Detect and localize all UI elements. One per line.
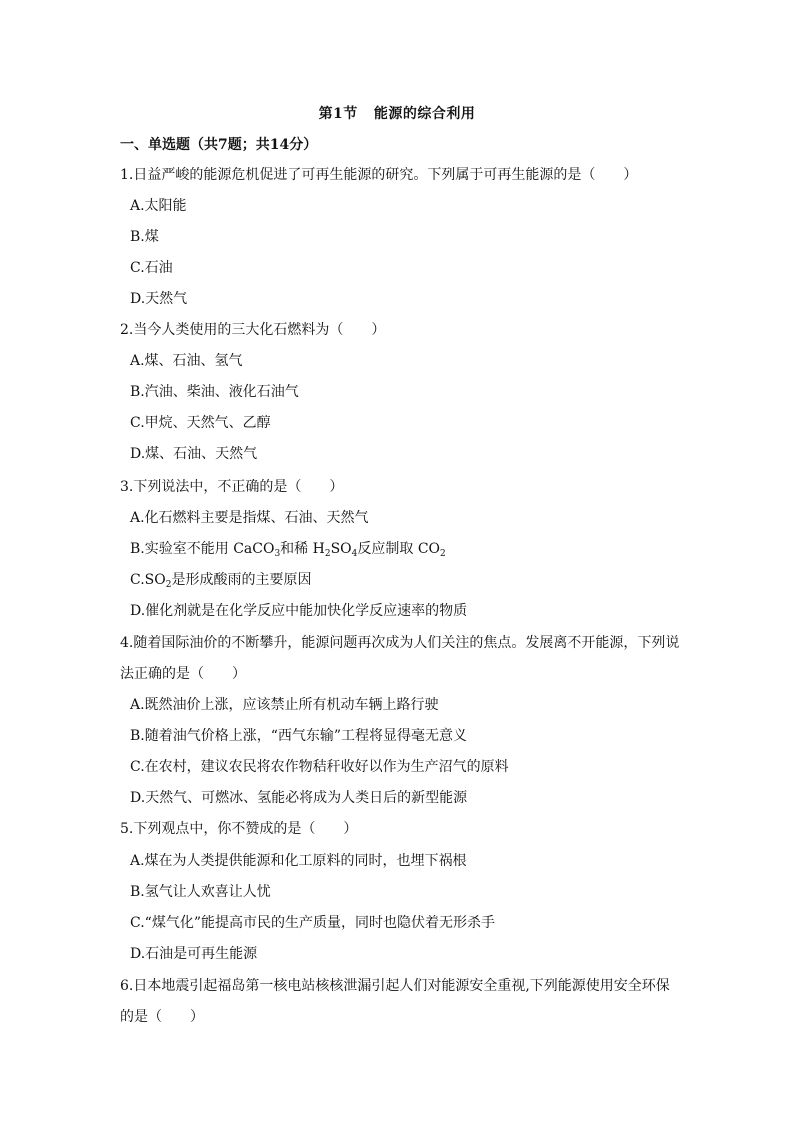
formula-text: 和稀 H <box>280 541 325 557</box>
question-1-option-b: B.煤 <box>130 229 159 245</box>
question-2-option-d: D.煤、石油、天然气 <box>130 446 258 462</box>
question-1-option-d: D.天然气 <box>130 291 188 307</box>
document-title: 第1节 能源的综合利用 <box>318 106 476 122</box>
formula-subscript: 4 <box>351 549 358 559</box>
question-6-stem-line-2: 的是（ ） <box>120 1009 204 1025</box>
question-3-option-c <box>130 570 311 590</box>
question-2-stem: 2.当今人类使用的三大化石燃料为（ ） <box>120 322 386 338</box>
formula-subscript: 2 <box>324 549 331 559</box>
question-3-option-a: A.化石燃料主要是指煤、石油、天然气 <box>130 510 369 526</box>
formula-subscript: 2 <box>440 549 446 559</box>
formula-text: 是形成酸雨的主要原因 <box>171 572 312 588</box>
formula-subscript: 3 <box>274 549 281 559</box>
question-4-stem-line-1: 4.随着国际油价的不断攀升，能源问题再次成为人们关注的焦点。发展离不开能源，下列说 <box>120 635 680 651</box>
question-5-stem: 5.下列观点中，你不赞成的是（ ） <box>120 821 358 837</box>
section-heading: 一、单选题（共7题；共14分） <box>120 137 318 153</box>
question-5-option-d: D.石油是可再生能源 <box>130 946 258 962</box>
question-4-option-a: A.既然油价上涨，应该禁止所有机动车辆上路行驶 <box>130 697 439 713</box>
question-2-option-a: A.煤、石油、氢气 <box>130 353 243 369</box>
formula-text: 反应制取 CO <box>357 541 441 557</box>
formula-text: SO <box>330 541 352 557</box>
question-1-option-a: A.太阳能 <box>130 198 187 214</box>
question-3-stem: 3.下列说法中，不正确的是（ ） <box>120 479 344 495</box>
question-3-option-d: D.催化剂就是在化学反应中能加快化学反应速率的物质 <box>130 603 468 619</box>
question-6-stem-line-1: 6.日本地震引起福岛第一核电站核核泄漏引起人们对能源安全重视,下列能源使用安全环保 <box>120 978 670 994</box>
question-4-stem-line-2: 法正确的是（ ） <box>120 666 246 682</box>
question-5-option-a: A.煤在为人类提供能源和化工原料的同时，也埋下祸根 <box>130 853 467 869</box>
question-4-option-c: C.在农村，建议农民将农作物秸秆收好以作为生产沼气的原料 <box>130 759 509 775</box>
question-2-option-c: C.甲烷、天然气、乙醇 <box>130 415 271 431</box>
question-2-option-b: B.汽油、柴油、液化石油气 <box>130 384 299 400</box>
question-1-option-c: C.石油 <box>130 260 173 276</box>
formula-text: B.实验室不能用 CaCO <box>130 541 275 557</box>
question-1-stem: 1.日益严峻的能源危机促进了可再生能源的研究。下列属于可再生能源的是（ ） <box>120 167 638 183</box>
question-4-option-b: B.随着油气价格上涨，“西气东输”工程将显得毫无意义 <box>130 728 468 744</box>
question-5-option-b: B.氢气让人欢喜让人忧 <box>130 884 271 900</box>
question-4-option-d: D.天然气、可燃冰、氢能必将成为人类日后的新型能源 <box>130 790 468 806</box>
formula-subscript: 2 <box>165 580 172 590</box>
question-3-option-b <box>130 539 446 559</box>
question-5-option-c: C.“煤气化”能提高市民的生产质量，同时也隐伏着无形杀手 <box>130 915 495 931</box>
formula-text: C.SO <box>130 572 166 588</box>
